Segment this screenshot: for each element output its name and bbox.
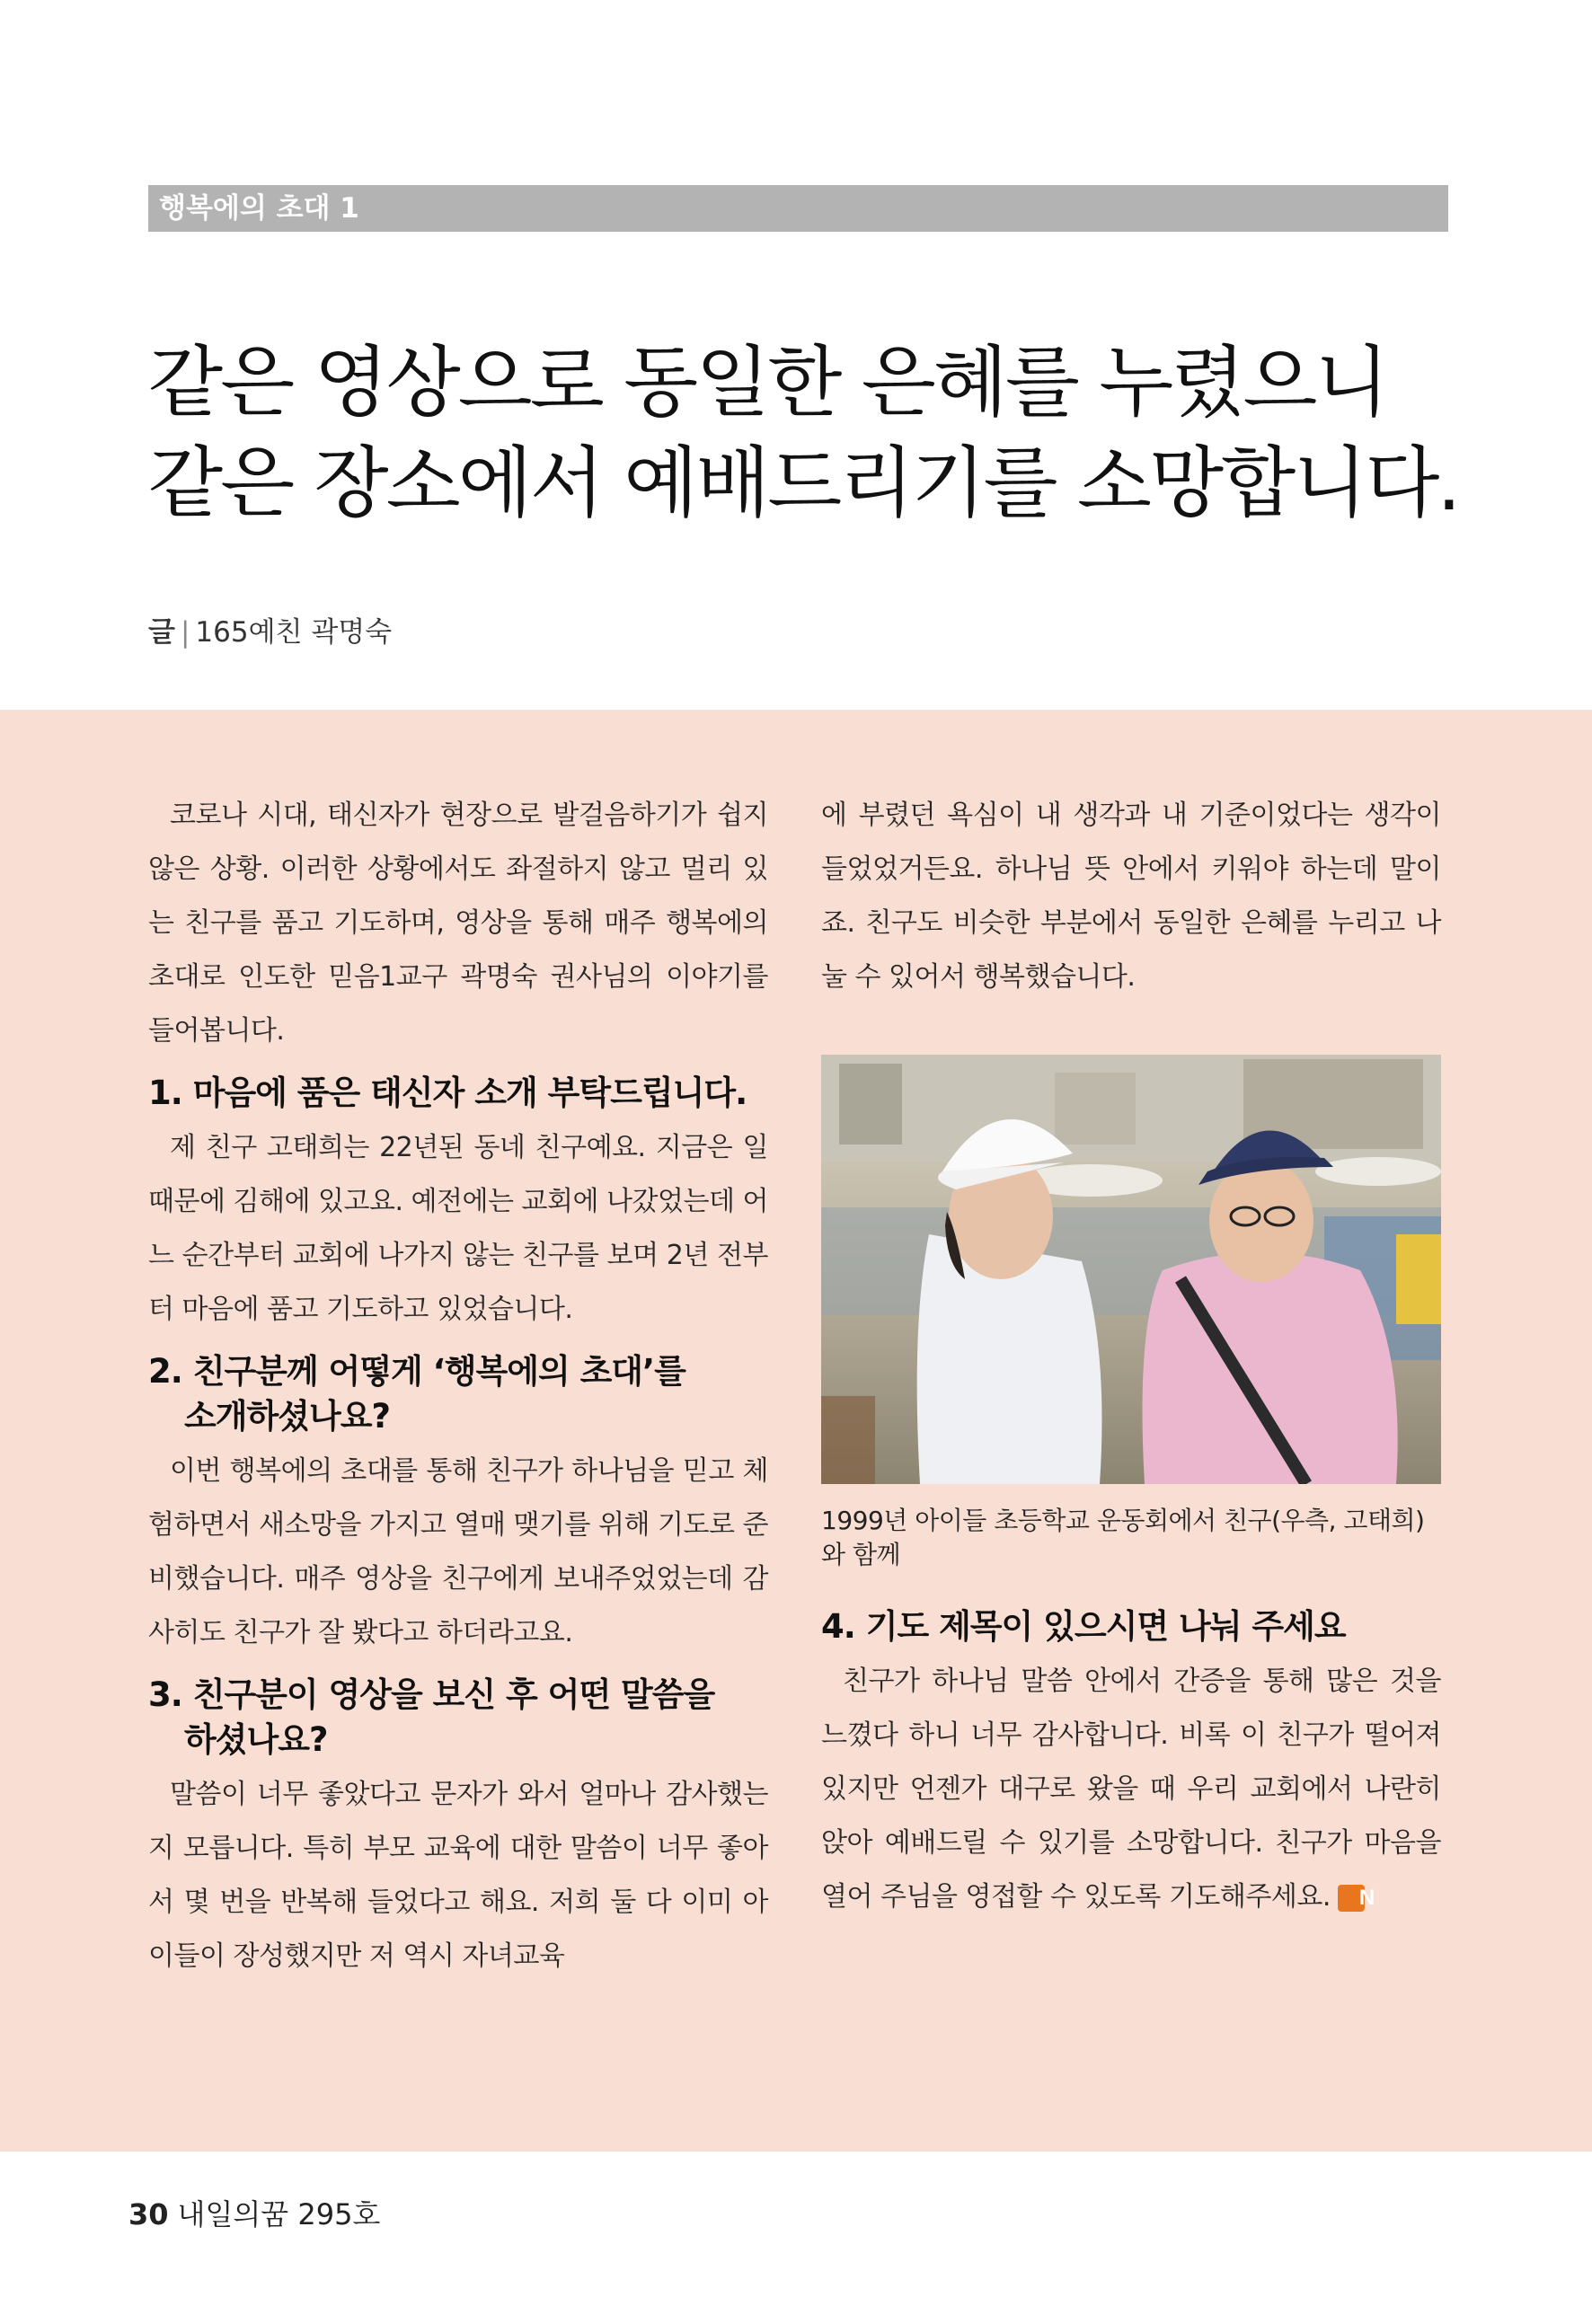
question-3-text-line-1: 친구분이 영상을 보신 후 어떤 말씀을 bbox=[192, 1675, 715, 1714]
right-column bbox=[821, 789, 1441, 1924]
photo-caption: 1999년 아이들 초등학교 운동회에서 친구(우측, 고태희)와 함께 bbox=[821, 1506, 1425, 1569]
photo-illustration bbox=[821, 1055, 1441, 1484]
question-1-text: 마음에 품은 태신자 소개 부탁드립니다. bbox=[192, 1074, 747, 1112]
answer-4 bbox=[821, 1655, 1441, 1924]
question-4-number: 4. bbox=[821, 1607, 855, 1646]
question-2-number: 2. bbox=[148, 1352, 182, 1391]
page-footer bbox=[128, 2192, 380, 2233]
article-title bbox=[148, 332, 1496, 534]
question-2 bbox=[148, 1349, 768, 1439]
answer-4-text: 친구가 하나님 말씀 안에서 간증을 통해 많은 것을 느꼈다 하니 너무 감사합니다. 비록 이 친구가 떨어져 있지만 언젠가 대구로 왔을 때 우리 교회에서 나란히 앉아 예배드릴 수 있기를 소망합니다. 친구가 마음을 열어 주님을 영접할 수 있도록 기도해주세요. bbox=[821, 1666, 1441, 1913]
question-1-number: 1. bbox=[148, 1074, 182, 1112]
question-3 bbox=[148, 1673, 768, 1763]
answer-1: 제 친구 고태희는 22년된 동네 친구예요. 지금은 일 때문에 김해에 있고요. 예전에는 교회에 나갔었는데 어느 순간부터 교회에 나가지 않는 친구를 보며 2년 전부터 마음에 품고 기도하고 있었습니다. bbox=[148, 1132, 768, 1325]
answer-3-continued: 에 부렸던 욕심이 내 생각과 내 기준이었다는 생각이 들었었거든요. 하나님 뜻 안에서 키워야 하는데 말이죠. 친구도 비슷한 부분에서 동일한 은혜를 누리고 나눌 수 있어서 행복했습니다. bbox=[821, 800, 1441, 993]
answer-3: 말씀이 너무 좋았다고 문자가 와서 얼마나 감사했는지 모릅니다. 특히 부모 교육에 대한 말씀이 너무 좋아서 몇 번을 반복해 들었다고 해요. 저희 둘 다 이미 아이들이 장성했지만 저 역시 자녀교육 bbox=[148, 1779, 768, 1972]
page-number: 30 bbox=[128, 2197, 169, 2231]
photo-two-friends bbox=[821, 1055, 1441, 1484]
question-4 bbox=[821, 1604, 1441, 1649]
question-3-number: 3. bbox=[148, 1675, 182, 1714]
byline-separator: | bbox=[180, 616, 190, 649]
question-3-text-line-2: 하셨나요? bbox=[184, 1720, 328, 1759]
byline-author: 165예친 곽명숙 bbox=[195, 616, 393, 649]
publication-name: 내일의꿈 295호 bbox=[177, 2197, 381, 2231]
question-4-text: 기도 제목이 있으시면 나눠 주세요 bbox=[865, 1607, 1346, 1646]
answer-2: 이번 행복에의 초대를 통해 친구가 하나님을 믿고 체험하면서 새소망을 가지고 열매 맺기를 위해 기도로 준비했습니다. 매주 영상을 친구에게 보내주었었는데 감사히도 친구가 잘 봤다고 하더라고요. bbox=[148, 1455, 768, 1648]
byline-label: 글 bbox=[148, 616, 175, 649]
question-1 bbox=[148, 1071, 768, 1116]
question-2-text-line-2: 소개하셨나요? bbox=[184, 1397, 390, 1436]
section-label: 행복에의 초대 1 bbox=[148, 185, 1448, 232]
left-column bbox=[148, 789, 768, 1984]
byline bbox=[148, 609, 392, 649]
end-mark-icon: N bbox=[1338, 1885, 1365, 1912]
article-title-line-1: 같은 영상으로 동일한 은혜를 누렸으니 bbox=[148, 338, 1387, 428]
article-title-line-2: 같은 장소에서 예배드리기를 소망합니다. bbox=[148, 438, 1459, 528]
question-2-text-line-1: 친구분께 어떻게 ‘행복에의 초대’를 bbox=[192, 1352, 685, 1391]
intro-paragraph: 코로나 시대, 태신자가 현장으로 발걸음하기가 쉽지 않은 상황. 이러한 상황에서도 좌절하지 않고 멀리 있는 친구를 품고 기도하며, 영상을 통해 매주 행복에의 초대로 인도한 믿음1교구 곽명숙 권사님의 이야기를 들어봅니다. bbox=[148, 800, 768, 1047]
